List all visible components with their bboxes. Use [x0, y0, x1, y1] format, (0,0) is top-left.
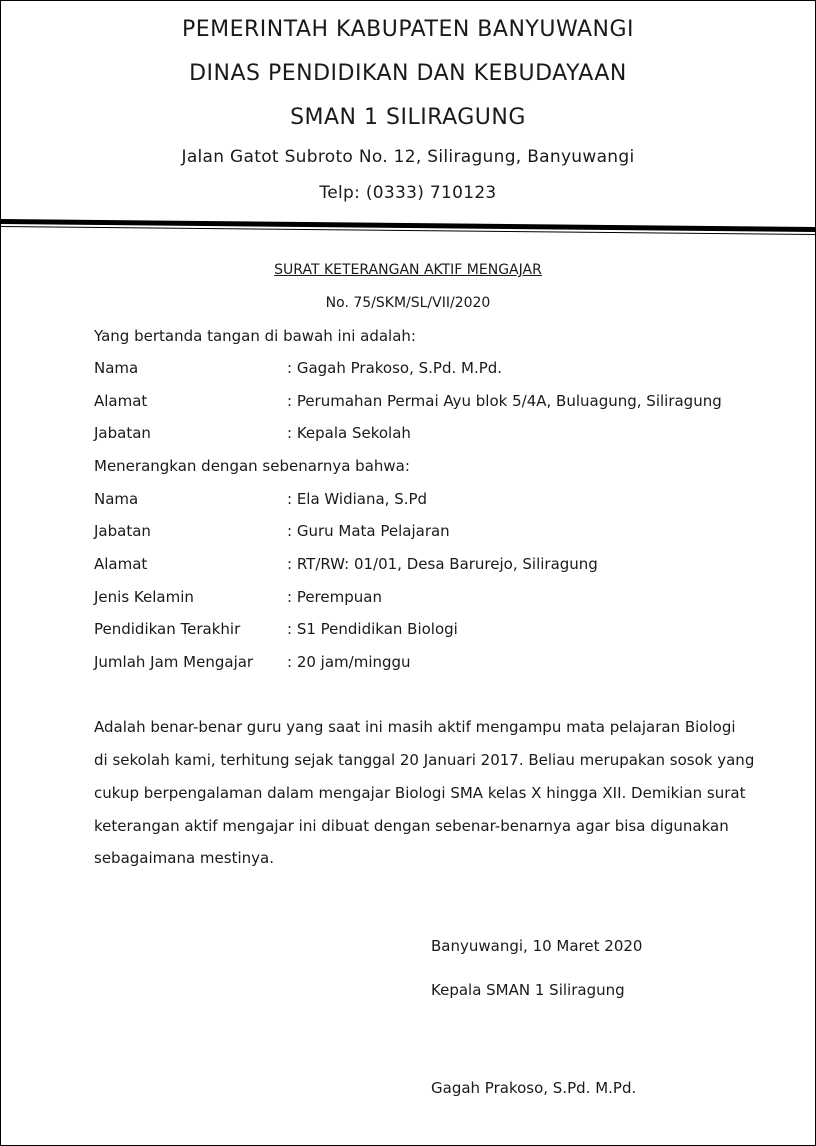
signature-place-date: Banyuwangi, 10 Maret 2020 [431, 937, 643, 955]
field-label: Jenis Kelamin [94, 588, 194, 606]
intro-text: Yang bertanda tangan di bawah ini adalah: [94, 327, 416, 345]
field-label: Nama [94, 490, 139, 508]
field-value: : Kepala Sekolah [287, 424, 411, 442]
field-label: Jumlah Jam Mengajar [94, 653, 254, 671]
body-line: cukup berpengalaman dalam mengajar Biologi SMA kelas X hingga XII. Demikian surat [94, 784, 746, 802]
signature-position: Kepala SMAN 1 Siliragung [431, 981, 625, 999]
field-label: Jabatan [94, 522, 151, 540]
body-line: keterangan aktif mengajar ini dibuat dengan sebenar-benarnya agar bisa digunakan [94, 817, 729, 835]
body-line: sebagaimana mestinya. [94, 849, 274, 867]
header-address: Jalan Gatot Subroto No. 12, Siliragung, Banyuwangi [181, 147, 635, 167]
field-label: Jabatan [94, 424, 151, 442]
field-value: : RT/RW: 01/01, Desa Barurejo, Siliragung [287, 555, 598, 573]
signature-name: Gagah Prakoso, S.Pd. M.Pd. [431, 1079, 637, 1097]
field-value: : Ela Widiana, S.Pd [287, 490, 428, 508]
field-label: Nama [94, 359, 139, 377]
field-value: : Perempuan [287, 588, 382, 606]
body-line: di sekolah kami, terhitung sejak tanggal 20 Januari 2017. Beliau merupakan sosok yang [94, 751, 755, 769]
letter-number: No. 75/SKM/SL/VII/2020 [325, 295, 491, 311]
field-value: : S1 Pendidikan Biologi [287, 620, 458, 638]
header-government: PEMERINTAH KABUPATEN BANYUWANGI [181, 17, 635, 42]
header-department: DINAS PENDIDIKAN DAN KEBUDAYAAN [189, 61, 627, 86]
header-phone: Telp: (0333) 710123 [319, 183, 497, 203]
body-line: Adalah benar-benar guru yang saat ini masih aktif mengampu mata pelajaran Biologi [94, 718, 736, 736]
field-value: : Guru Mata Pelajaran [287, 522, 450, 540]
field-label: Alamat [94, 392, 148, 410]
letter-title: SURAT KETERANGAN AKTIF MENGAJAR [274, 262, 542, 278]
field-label: Pendidikan Terakhir [94, 620, 241, 638]
field-value: : Gagah Prakoso, S.Pd. M.Pd. [287, 359, 503, 377]
field-value: : 20 jam/minggu [287, 653, 411, 671]
field-label: Alamat [94, 555, 148, 573]
letterhead-divider [1, 213, 815, 237]
header-school: SMAN 1 SILIRAGUNG [290, 105, 526, 130]
field-value: : Perumahan Permai Ayu blok 5/4A, Buluagung, Siliragung [287, 392, 722, 410]
declare-text: Menerangkan dengan sebenarnya bahwa: [94, 457, 410, 475]
